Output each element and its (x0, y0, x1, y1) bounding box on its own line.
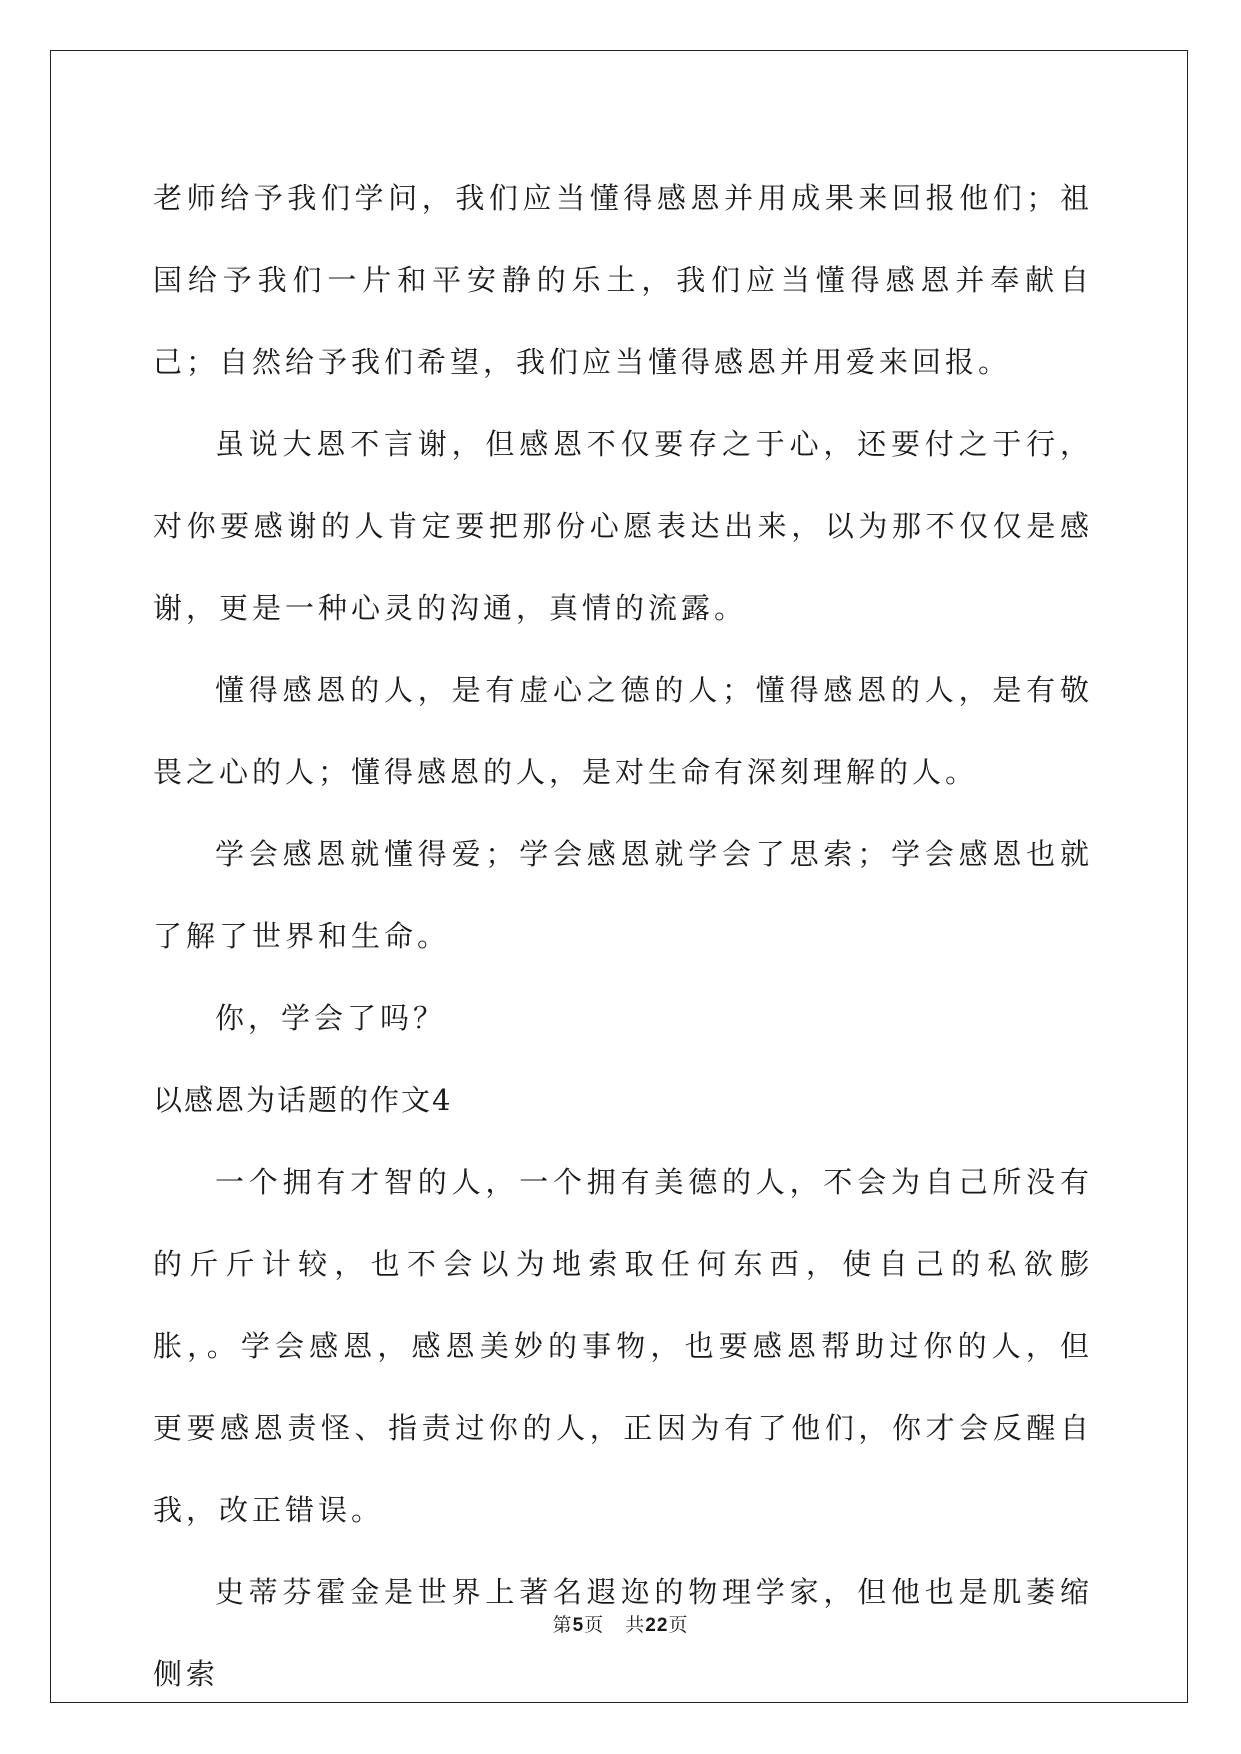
section-paragraph-1: 一个拥有才智的人，一个拥有美德的人，不会为自己所没有的斤斤计较，也不会以为地索取任何东西，使自己的私欲膨胀，。学会感恩，感恩美妙的事物，也要感恩帮助过你的人，但更要感恩责怪、指责过你的人，正因为有了他们，你才会反醒自我，改正错误。 (153, 1165, 1093, 1527)
section-paragraph-2: 史蒂芬霍金是世界上著名遐迩的物理学家，但他也是肌萎缩侧索 (153, 1575, 1093, 1691)
paragraph-5: 你，学会了吗？ (215, 1001, 447, 1035)
paragraph-3: 懂得感恩的人，是有虚心之德的人；懂得感恩的人，是有敬畏之心的人；懂得感恩的人，是对生命有深刻理解的人。 (153, 673, 1093, 789)
footer-total-suffix: 页 (668, 1614, 689, 1636)
paragraph-1: 老师给予我们学问，我们应当懂得感恩并用成果来回报他们；祖国给予我们一片和平安静的乐土，我们应当懂得感恩并奉献自己；自然给予我们希望，我们应当懂得感恩并用爱来回报。 (153, 181, 1093, 379)
section-heading: 以感恩为话题的作文4 (153, 1083, 453, 1117)
paragraph-4: 学会感恩就懂得爱；学会感恩就学会了思索；学会感恩也就了解了世界和生命。 (153, 837, 1093, 953)
page-number: 5 (572, 1615, 585, 1636)
total-pages: 22 (645, 1615, 669, 1636)
footer-page-suffix: 页 (584, 1614, 605, 1636)
footer-total-prefix: 共 (625, 1614, 646, 1636)
footer-prefix: 第 (552, 1614, 573, 1636)
page-footer (0, 1610, 1241, 1637)
document-body (153, 157, 1093, 1715)
paragraph-2: 虽说大恩不言谢，但感恩不仅要存之于心，还要付之于行，对你要感谢的人肯定要把那份心愿表达出来，以为那不仅仅是感谢，更是一种心灵的沟通，真情的流露。 (153, 427, 1093, 625)
